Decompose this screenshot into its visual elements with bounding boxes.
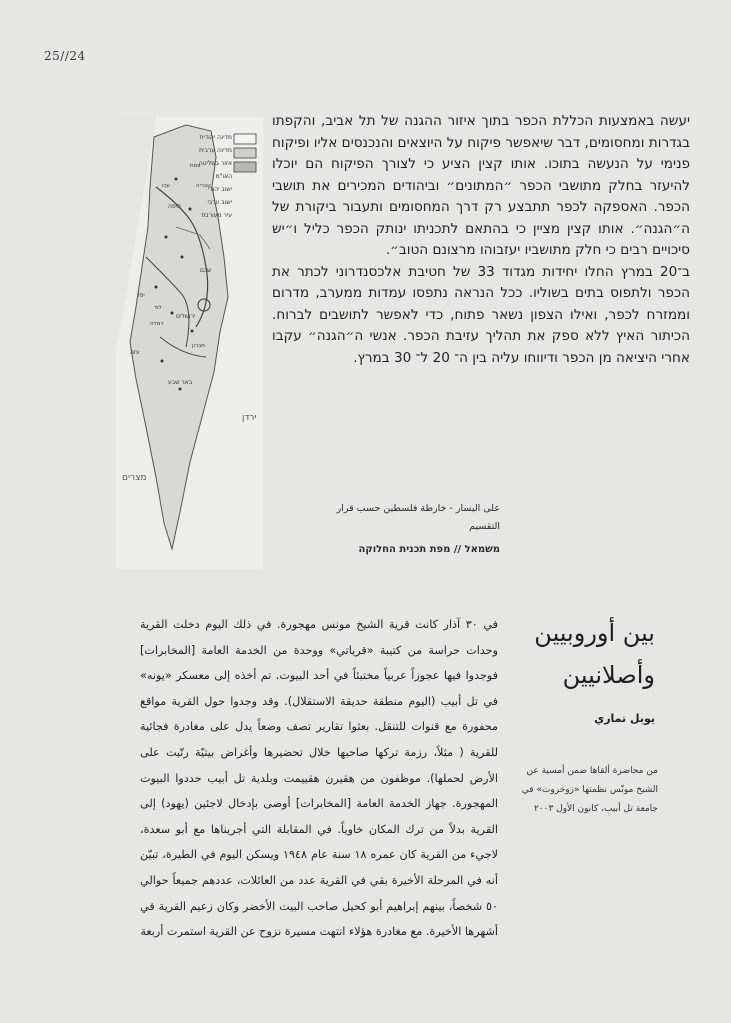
map-label-egypt: מצרים — [122, 473, 147, 483]
article-title-line: بين أوروبيين — [534, 619, 655, 647]
map-label-safed: צפת — [190, 163, 201, 169]
map-label-nablus: שכם — [200, 267, 212, 274]
map-legend-item: מדינה יהודית — [199, 134, 232, 141]
map-label-gaza: עזה — [130, 349, 140, 356]
map-legend-item: מדינה ערבית — [199, 147, 232, 154]
map-legend-item: ישוב ערבי — [207, 199, 232, 206]
map-label-lod: לוד — [154, 305, 162, 311]
hebrew-paragraph: יעשה באמצעות הכללת הכפר בתוך איזור ההגנה של תל אביב, והקפתו בגדרות ומחסומים, דבר שיאפשר פיקוח על היוצאים והנכנסים אליו ופיקוח פנימי על הנעשה בתוכו. אותו קצין הציע כי לצורך הפיקוח הם יוכלו להיעזר בחלק מתושבי הכפר ״המתונים״ וביהודים המכירים את תושבי הכפר. האספקה לכפר תתבצע רק דרך המחסומים ותעבור ביקורת של ה״הגנה״. אותו קצין מציין כי בהתאם לתכניתו ינותק הכפר כליל ו״יש סיכויים רבים כי חלק מתושביו יעזבוהו מרצונם הטוב״. — [272, 113, 690, 258]
map-legend-item: האו"מ — [215, 173, 232, 180]
map-label-beersheba: באר שבע — [168, 379, 193, 386]
map-label-jerusalem: ירושלים — [176, 313, 196, 320]
map-legend-item: עיר מעורבת — [201, 212, 232, 219]
map-label-haifa: חיפה — [168, 203, 181, 210]
hebrew-paragraph: ב־20 במרץ החלו יחידות מגדוד 33 של חטיבת אלכסנדרוני לכתר את הכפר ולתפוס בתים בשוליו. ככל הנראה נתפסו עמדות ממערב, מדרום וממזרח לכפר, ואילו הצפון נשאר פתוח, כדי לאפשר לתושבים לברוח. הכיתור האיץ ללא ספק את תהליך עזיבת הכפר. אנשי ה״הגנה״ עקבו אחרי היציאה מן הכפר ודיווחו עליה בין ה־ 20 ל־ 30 במרץ. — [272, 263, 690, 366]
page-number: 25//24 — [44, 49, 86, 63]
arabic-article-text — [140, 612, 498, 945]
map-legend-item: ישוב יהודי — [207, 186, 232, 193]
article-title-line: وأصلانيين — [562, 661, 655, 689]
map-label-acre: עכו — [162, 183, 170, 189]
map-label-ramla: רמלה — [150, 321, 164, 327]
map-label-tiberias: טבריה — [196, 183, 211, 189]
author-name: يوبل تماري — [594, 712, 655, 725]
map-label-jordan: ירדן — [242, 413, 257, 423]
hebrew-article-text — [272, 111, 690, 369]
map-label-hebron: חברון — [192, 343, 205, 349]
map-label-jaffa: יפו — [138, 292, 145, 299]
map-legend-item: אזור בשליטה — [198, 160, 232, 167]
partition-map — [116, 117, 263, 569]
map-caption-arabic: على اليسار - خارطة فلسطين حسب قرار التقسيم — [336, 503, 500, 532]
article-title — [530, 612, 655, 696]
map-caption-hebrew: משמאל // מפת תכנית החלוקה — [358, 544, 500, 555]
arabic-paragraph: في ٣٠ آذار كانت قرية الشيخ مونس مهجورة. في ذلك اليوم دخلت القرية وحدات حراسة من كتيبة «قرياتي» ووحدة من الخدمة العامة [المخابرات] فوجدوا فيها عجوزاً عربياً مختبئاً في أحد البيوت. تم أخذه إلى معسكر «يونه» في تل أبيب (اليوم منطقة حديقة الاستقلال). وقد وجدوا حول القرية مواقع محفورة مع قنوات للتنقل. بعثوا تقارير تصف وضعاً يدل على مغادرة فجائية للقرية ( مثلاً، رزمة تركها صاحبها خلال تحضيرها وأغراض بيتيّة رتّبت على الأرض لحملها). موظفون من هقيرن هقييمت وبلدية تل أبيب حددوا البيوت المهجورة. جهاز الخدمة العامة [المخابرات] أوصى بإدخال لاجئين (يهود) إلى القرية بدلاً من ترك المكان خاوياً. في المقابلة التي أجريناها مع أبو سعدة، لاجيء من القرية كان عمره ١٨ سنة عام ١٩٤٨ ويسكن اليوم في الطيرة، تبيّن أنه في المرحلة الأخيرة بقي في القرية عدد من العائلات، عددهم جميعاً حوالي ٥٠ شخصاً، بينهم إبراهيم أبو كحيل صاحب البيت الأخضر وكان زعيم القرية في أشهرها الأخيرة. مع مغادرة هؤلاء انتهت مسيرة نزوح عن القرية استمرت أربعة — [140, 618, 498, 939]
author-note: من محاضرة ألقاها ضمن أمسية عن الشيخ مونّس نظمتها «زوخروت» في جامعة تل أبيب، كانون الأول ٢٠٠٣ — [521, 766, 658, 814]
